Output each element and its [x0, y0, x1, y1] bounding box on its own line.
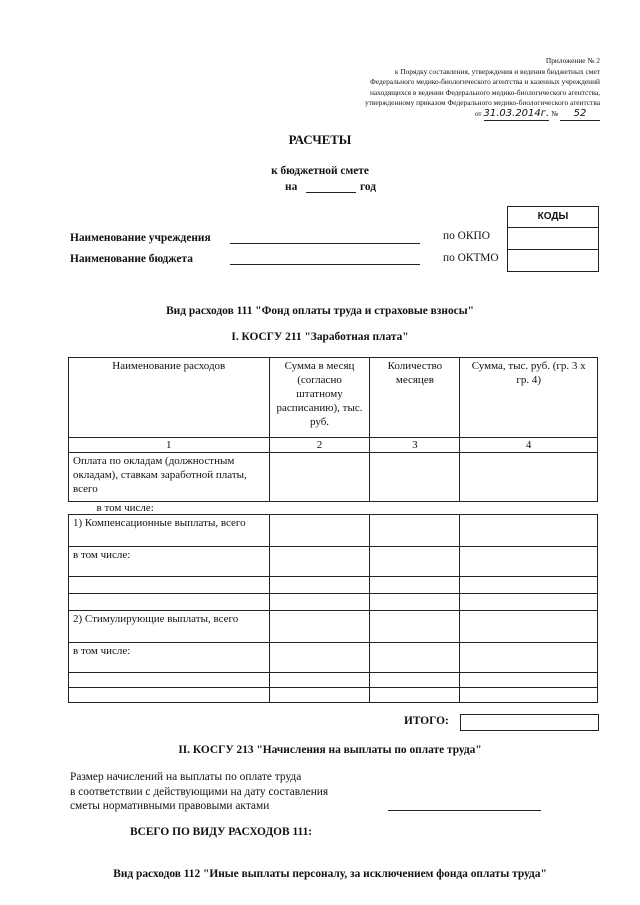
table-cell[interactable]	[370, 547, 460, 577]
institution-field[interactable]	[230, 243, 420, 244]
accrual-text-line: в соответствии с действующими на дату составления	[70, 785, 329, 798]
accrual-text-line: сметы нормативными правовыми актами	[70, 800, 270, 812]
table-cell[interactable]	[460, 547, 598, 577]
date-value: 31.03.2014г.	[483, 107, 550, 119]
accrual-text	[70, 770, 328, 814]
oktmo-code-cell[interactable]	[508, 249, 598, 271]
total-111-label: ВСЕГО ПО ВИДУ РАСХОДОВ 111:	[130, 826, 313, 838]
section-213-heading: II. КОСГУ 213 "Начисления на выплаты по оплате труда"	[178, 744, 482, 756]
table-cell[interactable]	[269, 611, 370, 643]
header-expense-name: Наименование расходов	[69, 358, 270, 438]
page-subtitle: к бюджетной смете	[271, 165, 369, 177]
total-label: ИТОГО:	[404, 715, 449, 727]
table-cell[interactable]	[370, 611, 460, 643]
gap-cell	[460, 502, 598, 515]
appendix-block	[300, 56, 600, 121]
including-label: в том числе:	[69, 547, 270, 577]
appendix-line: находящихся в ведении Федерального медико-биологического агентства,	[369, 87, 600, 97]
table-cell[interactable]	[370, 453, 460, 502]
year-field[interactable]	[306, 192, 356, 193]
appendix-line: к Порядку составления, утверждения и ведения бюджетных смет	[394, 66, 600, 76]
okpo-label: по ОКПО	[443, 230, 490, 242]
institution-label: Наименование учреждения	[70, 232, 211, 244]
appendix-line: утвержденному приказом Федерального медико-биологического агентства	[364, 98, 600, 108]
table-cell[interactable]	[269, 453, 370, 502]
codes-header: КОДЫ	[537, 211, 569, 222]
appendix-line: Федерального медико-биологического агентства и казенных учреждений	[370, 77, 600, 87]
header-months-count: Количество месяцев	[370, 358, 460, 438]
budget-field[interactable]	[230, 264, 420, 265]
page-title: РАСЧЕТЫ	[288, 133, 352, 147]
including-label: в том числе:	[69, 643, 270, 673]
table-cell[interactable]	[269, 594, 370, 611]
table-cell[interactable]	[269, 688, 370, 703]
table-cell[interactable]	[69, 594, 270, 611]
column-number: 1	[69, 438, 270, 453]
table-cell[interactable]	[69, 688, 270, 703]
section-112-heading: Вид расходов 112 "Иные выплаты персоналу, за исключением фонда оплаты труда"	[113, 868, 547, 880]
codes-box	[507, 206, 599, 272]
table-cell[interactable]	[370, 673, 460, 688]
header-monthly-sum: Сумма в месяц (согласно штатному расписанию), тыс. руб.	[269, 358, 370, 438]
row-stimulating-label: 2) Стимулирующие выплаты, всего	[69, 611, 270, 643]
table-cell[interactable]	[460, 643, 598, 673]
including-label: в том числе:	[96, 502, 154, 514]
oktmo-label: по ОКТМО	[443, 252, 499, 264]
table-cell[interactable]	[460, 611, 598, 643]
table-cell[interactable]	[370, 577, 460, 594]
table-cell[interactable]	[69, 577, 270, 594]
year-prefix: на	[285, 181, 298, 193]
budget-label: Наименование бюджета	[70, 253, 193, 265]
appendix-date-line	[300, 109, 600, 121]
table-cell[interactable]	[269, 515, 370, 547]
table-cell[interactable]	[460, 688, 598, 703]
table-cell[interactable]	[269, 547, 370, 577]
column-number: 2	[269, 438, 370, 453]
table-cell[interactable]	[370, 643, 460, 673]
gap-cell	[370, 502, 460, 515]
section-211-heading: I. КОСГУ 211 "Заработная плата"	[231, 331, 409, 343]
table-cell[interactable]	[370, 594, 460, 611]
salary-table	[68, 357, 598, 703]
table-cell[interactable]	[460, 515, 598, 547]
table-cell[interactable]	[460, 594, 598, 611]
column-number: 3	[370, 438, 460, 453]
table-cell[interactable]	[460, 453, 598, 502]
date-prefix: от	[474, 108, 482, 118]
table-cell[interactable]	[69, 673, 270, 688]
okpo-code-cell[interactable]	[508, 227, 598, 249]
row-salary-label: Оплата по окладам (должностным окладам), ставкам заработной платы, всего	[69, 453, 270, 502]
table-cell[interactable]	[269, 577, 370, 594]
table-cell[interactable]	[269, 643, 370, 673]
total-value-box[interactable]	[460, 714, 599, 731]
table-cell[interactable]	[460, 673, 598, 688]
header-total-sum: Сумма, тыс. руб. (гр. 3 х гр. 4)	[460, 358, 598, 438]
table-cell[interactable]	[370, 515, 460, 547]
table-cell[interactable]	[269, 673, 370, 688]
year-suffix: год	[360, 181, 377, 193]
section-111-heading: Вид расходов 111 "Фонд оплаты труда и страховые взносы"	[166, 305, 474, 317]
number-prefix: №	[551, 108, 559, 118]
accrual-value-field[interactable]	[388, 810, 541, 811]
gap-cell	[269, 502, 370, 515]
row-compensation-label: 1) Компенсационные выплаты, всего	[69, 515, 270, 547]
column-number: 4	[460, 438, 598, 453]
table-cell[interactable]	[370, 688, 460, 703]
accrual-text-line: Размер начислений на выплаты по оплате труда	[70, 771, 302, 783]
table-cell[interactable]	[460, 577, 598, 594]
number-value: 52	[560, 109, 600, 121]
appendix-number: Приложение № 2	[545, 56, 600, 65]
